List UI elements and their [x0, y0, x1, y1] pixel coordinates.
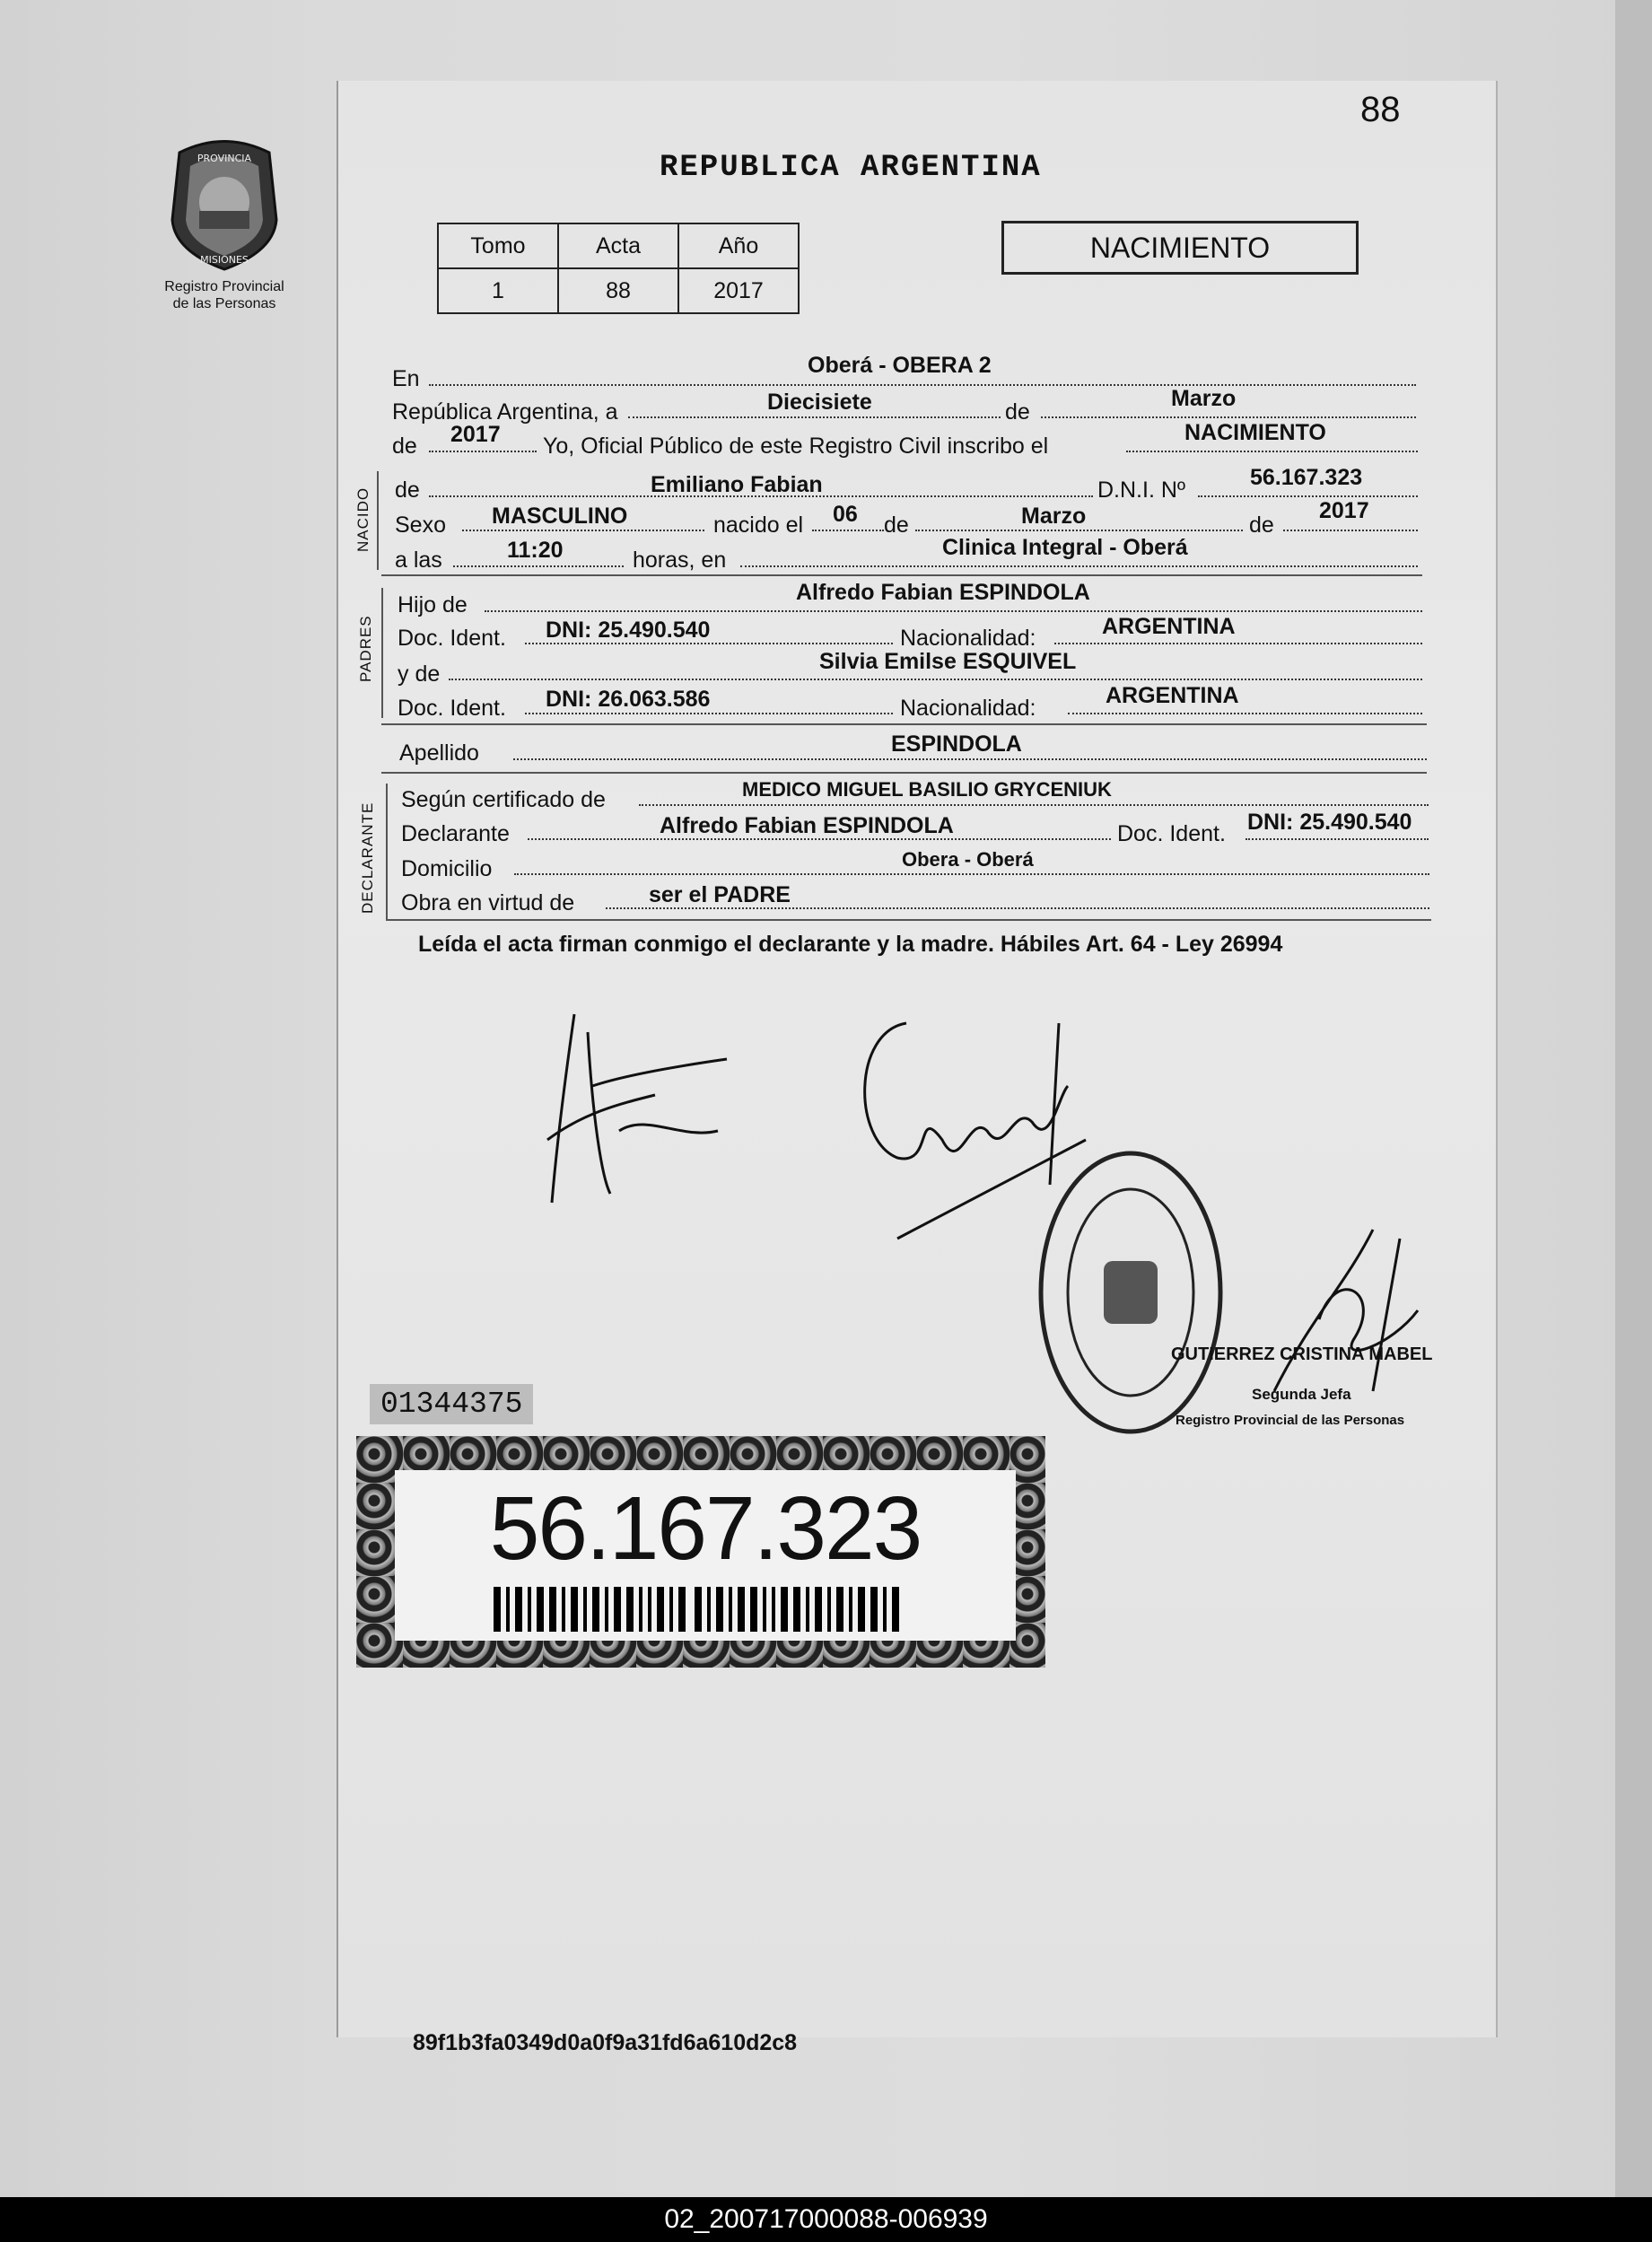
dotted-line: [513, 758, 1427, 760]
logo-caption-line2: de las Personas: [172, 296, 276, 311]
yo-label: Yo, Oficial Público de este Registro Civil inscribo el: [543, 434, 1049, 459]
ref-value-tomo: 1: [438, 268, 558, 313]
declarante-name: Alfredo Fabian ESPINDOLA: [660, 813, 954, 838]
birth-year: 2017: [1319, 498, 1369, 523]
father-doc: DNI: 25.490.540: [546, 617, 711, 643]
alas-label: a las: [395, 547, 442, 573]
document-hash: 89f1b3fa0349d0a0f9a31fd6a610d2c8: [413, 2030, 798, 2055]
dotted-line: [449, 679, 1422, 680]
official-oval-stamp: [1032, 1144, 1229, 1445]
mother-nationality: ARGENTINA: [1106, 683, 1239, 708]
obra-label: Obra en virtud de: [401, 890, 575, 915]
dotted-line: [628, 416, 1001, 418]
hijo-label: Hijo de: [398, 592, 468, 617]
nacido-de-label: de: [395, 477, 420, 503]
birth-day: 06: [833, 502, 858, 527]
cert-value: MEDICO MIGUEL BASILIO GRYCENIUK: [742, 778, 1112, 801]
dotted-line: [429, 384, 1416, 386]
intro-day: Diecisiete: [767, 390, 872, 415]
section-divider: [386, 784, 388, 920]
ref-header-anio: Año: [678, 223, 799, 268]
folio-number: 88: [1360, 90, 1401, 129]
serial-number: 01344375: [370, 1384, 533, 1424]
apellido-label: Apellido: [399, 740, 479, 766]
footer-filename: 02_200717000088-006939: [0, 2197, 1652, 2242]
mother-doc-label: Doc. Ident.: [398, 696, 506, 721]
en-label: En: [392, 366, 420, 391]
section-divider: [381, 588, 383, 718]
cert-label: Según certificado de: [401, 787, 606, 812]
intro-de-label: de: [1005, 399, 1030, 425]
dotted-line: [453, 565, 624, 567]
birth-place: Clinica Integral - Oberá: [942, 535, 1188, 560]
logo-caption-line1: Registro Provincial: [164, 279, 284, 294]
dotted-line: [525, 713, 893, 714]
domicilio-value: Obera - Oberá: [902, 848, 1034, 871]
ref-header-acta: Acta: [558, 223, 678, 268]
father-nat-label: Nacionalidad:: [900, 626, 1036, 651]
section-separator: [381, 574, 1422, 576]
apellido-value: ESPINDOLA: [891, 731, 1022, 757]
intro-month: Marzo: [1171, 386, 1237, 411]
dotted-line: [1198, 495, 1418, 497]
dotted-line: [1041, 416, 1416, 418]
signature-left: [538, 1005, 745, 1216]
nacido-el-label: nacido el: [713, 512, 804, 538]
id-sticker-inner: [395, 1470, 1016, 1641]
section-divider: [377, 471, 379, 570]
signer-role: Segunda Jefa: [1252, 1386, 1351, 1403]
declarante-doc: DNI: 25.490.540: [1247, 810, 1412, 835]
dotted-line: [1068, 713, 1422, 714]
yde-label: y de: [398, 661, 441, 687]
dotted-line: [639, 804, 1429, 806]
act-type-box: NACIMIENTO: [1001, 221, 1359, 275]
birth-time: 11:20: [507, 538, 564, 563]
mother-doc: DNI: 26.063.586: [546, 687, 711, 712]
sexo-label: Sexo: [395, 512, 446, 538]
dotted-line: [1283, 530, 1418, 531]
mother-name: Silvia Emilse ESQUIVEL: [819, 649, 1077, 674]
nacido-de-1: de: [884, 512, 909, 538]
declarante-label: Declarante: [401, 821, 510, 846]
id-sticker: [356, 1436, 1045, 1668]
section-separator: [381, 772, 1427, 774]
child-name: Emiliano Fabian: [651, 472, 823, 497]
republica-label: República Argentina, a: [392, 399, 618, 425]
province-seal-logo: [162, 135, 287, 278]
dotted-line: [1054, 643, 1422, 644]
dotted-line: [812, 530, 884, 531]
dotted-line: [1246, 838, 1429, 840]
dotted-line: [462, 530, 704, 531]
horas-label: horas, en: [633, 547, 727, 573]
dni-label: D.N.I. Nº: [1097, 477, 1186, 503]
dotted-line: [1126, 451, 1418, 452]
svg-text:MISIONES: MISIONES: [200, 254, 249, 266]
dotted-line: [915, 530, 1243, 531]
intro-act-word: NACIMIENTO: [1184, 420, 1326, 445]
signature-right: [1256, 1212, 1454, 1414]
section-separator: [386, 919, 1431, 921]
mother-nat-label: Nacionalidad:: [900, 696, 1036, 721]
id-sticker-number: 56.167.323: [489, 1478, 922, 1579]
father-doc-label: Doc. Ident.: [398, 626, 506, 651]
intro-place: Oberá - OBERA 2: [808, 353, 992, 378]
domicilio-label: Domicilio: [401, 856, 493, 881]
padres-section-label: PADRES: [357, 615, 374, 682]
dotted-line: [485, 610, 1422, 612]
ref-header-tomo: Tomo: [438, 223, 558, 268]
dotted-line: [514, 873, 1429, 875]
declarante-doc-label: Doc. Ident.: [1117, 821, 1226, 846]
svg-text:PROVINCIA: PROVINCIA: [197, 153, 252, 164]
nacido-section-label: NACIDO: [354, 486, 371, 552]
signer-name: GUTIERREZ CRISTINA MABEL: [1171, 1344, 1433, 1364]
section-separator: [381, 723, 1427, 725]
intro-year: 2017: [450, 422, 501, 447]
dotted-line: [429, 451, 537, 452]
document-title: REPUBLICA ARGENTINA: [660, 151, 1042, 185]
child-dni: 56.167.323: [1250, 465, 1363, 490]
birth-month: Marzo: [1021, 504, 1087, 529]
nacido-de-2: de: [1249, 512, 1274, 538]
declarante-section-label: DECLARANTE: [359, 801, 376, 914]
scan-edge: [1615, 0, 1652, 2197]
dotted-line: [740, 565, 1418, 567]
ref-value-acta: 88: [558, 268, 678, 313]
obra-value: ser el PADRE: [649, 882, 791, 907]
father-nationality: ARGENTINA: [1102, 614, 1236, 639]
signer-office: Registro Provincial de las Personas: [1176, 1413, 1405, 1428]
child-sex: MASCULINO: [492, 504, 628, 529]
intro-de-label-2: de: [392, 434, 417, 459]
reference-table: [437, 223, 800, 314]
closing-statement: Leída el acta firman conmigo el declarante y la madre. Hábiles Art. 64 - Ley 26994: [418, 932, 1283, 957]
father-name: Alfredo Fabian ESPINDOLA: [796, 580, 1090, 605]
ref-value-anio: 2017: [678, 268, 799, 313]
barcode: [494, 1587, 906, 1632]
logo-caption: [144, 278, 305, 312]
